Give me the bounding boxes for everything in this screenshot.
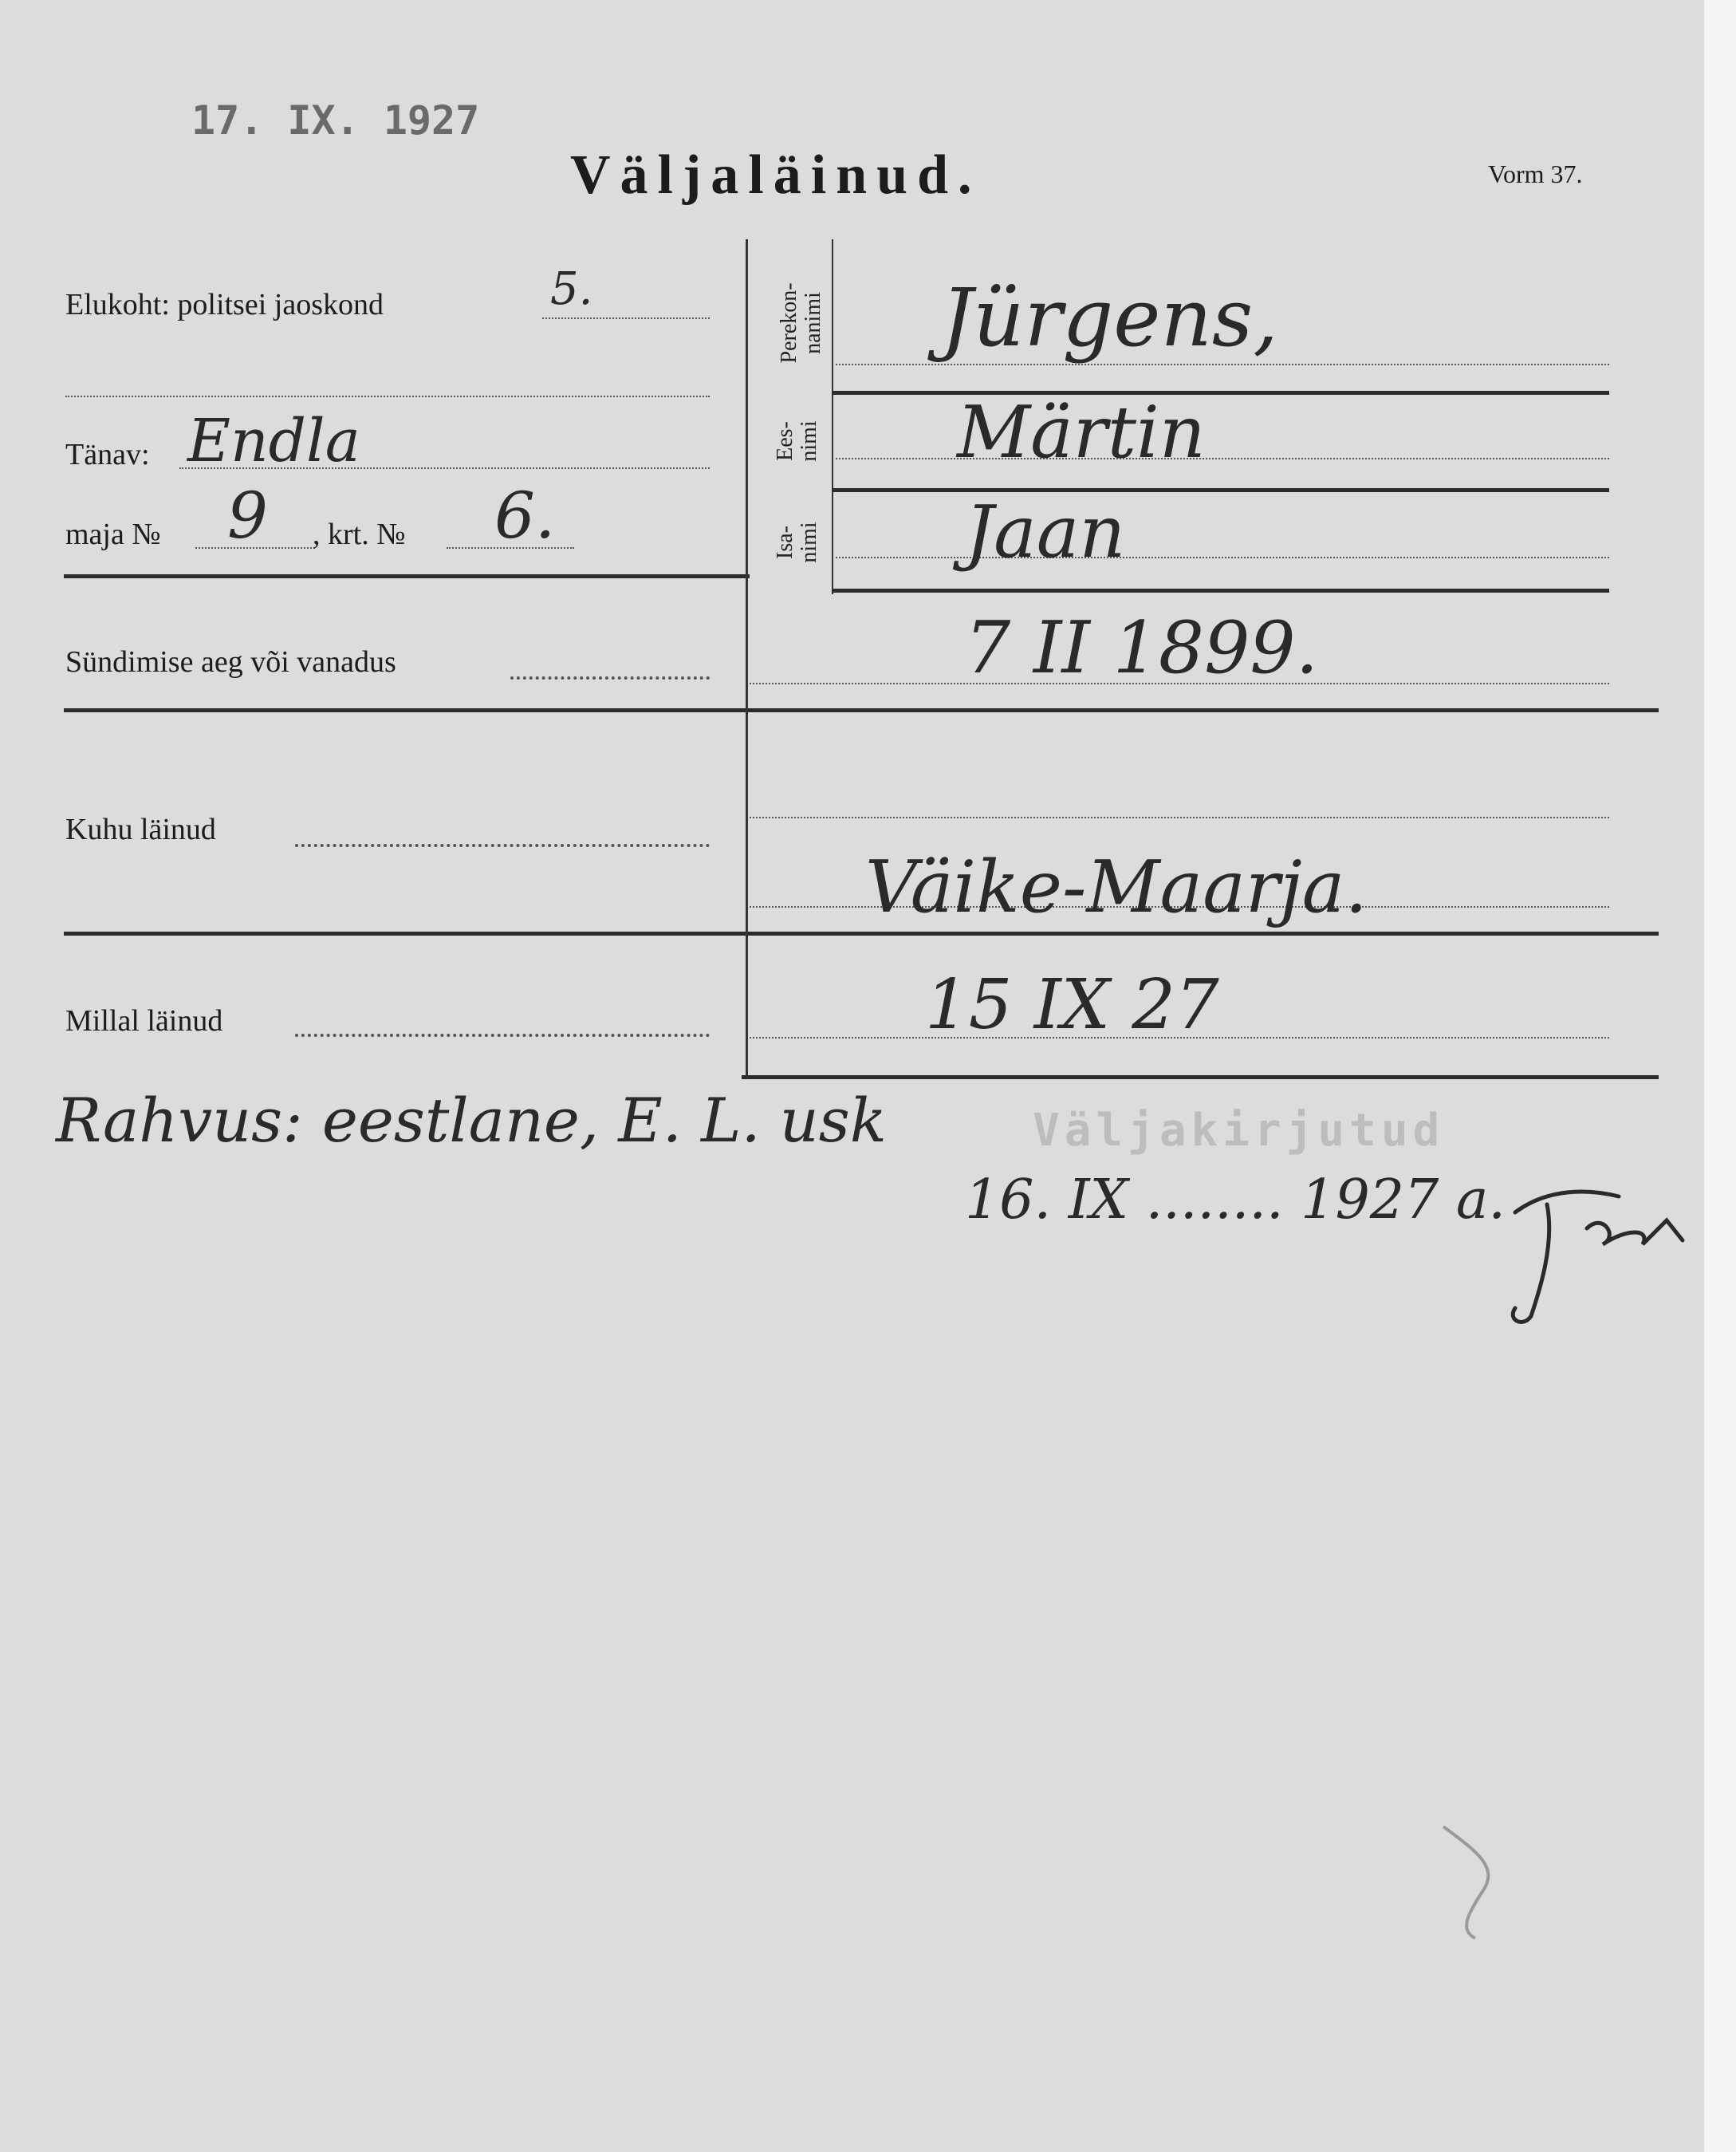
surname-value: Jürgens, [941,271,1278,365]
fathername-label: Isa- nimi [773,522,821,563]
destination-dotline [295,844,710,847]
fathername-dotline [836,557,1609,558]
rule-fathername [832,589,1609,593]
house-label: maja № [65,518,161,551]
rule-firstname [832,488,1609,492]
paper-edge [1704,0,1736,2152]
destination-right-dotline-1 [750,817,1609,818]
rule-surname [832,391,1609,395]
departure-label: Millal läinud [65,1004,223,1038]
residence-label: Elukoht: politsei jaoskond [65,288,384,321]
surname-label: Perekon- nanimi [777,282,825,364]
destination-value: Väike-Maarja. [865,845,1368,929]
document-title: Väljaläinud. [570,144,982,206]
birth-label: Sündimise aeg või vanadus [65,645,396,679]
apartment-label: , krt. № [313,518,406,551]
column-divider [746,239,748,1077]
fathername-value: Jaan [965,491,1126,574]
birth-value: 7 II 1899. [965,606,1319,690]
departure-dotline [295,1034,710,1037]
rule-departure [742,1075,1659,1079]
form-number: Vorm 37. [1488,160,1583,188]
house-value: 9 [227,479,268,553]
nationality-note: Rahvus: eestlane, E. L. usk [56,1085,887,1156]
departure-value: 15 IX 27 [925,965,1219,1045]
apartment-value: 6. [494,479,556,553]
birth-dotline [510,676,710,680]
residence-dotline-2 [65,396,710,397]
stamp-label: Väljakirjutud [1033,1105,1445,1157]
rule-birth [64,708,1659,712]
street-value: Endla [187,407,360,475]
residence-dotline [542,317,710,319]
firstname-dotline [836,458,1609,459]
rule-destination [64,932,1659,936]
stamp-date: 16. IX ........ 1927 a. [965,1169,1506,1232]
pencil-mark [1427,1819,1523,1946]
firstname-value: Märtin [957,391,1206,475]
firstname-label: Ees- nimi [773,420,821,462]
street-label: Tänav: [65,438,150,471]
date-stamp: 17. IX. 1927 [191,97,480,144]
left-rule-1 [64,574,750,578]
signature [1499,1180,1706,1340]
residence-value: 5. [550,263,593,315]
destination-label: Kuhu läinud [65,813,216,846]
